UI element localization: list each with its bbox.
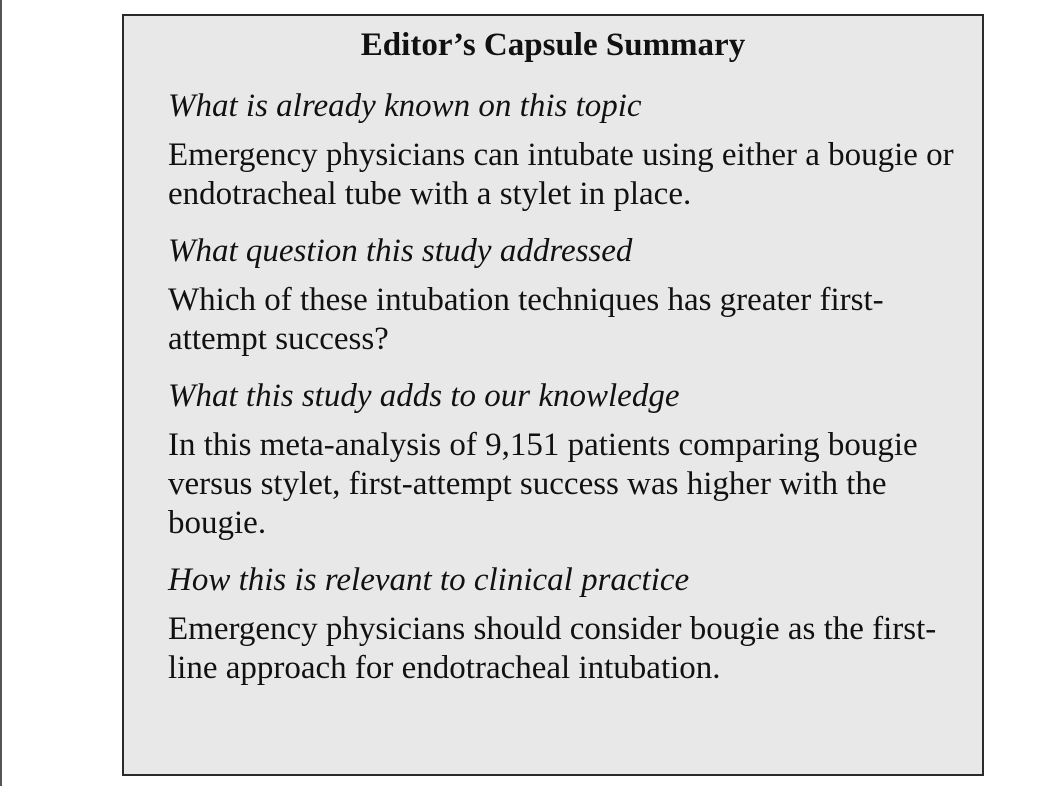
section-body: In this meta-analysis of 9,151 patients comparing bougie versus stylet, first-attempt success was higher with the bougie. — [168, 427, 918, 541]
capsule-title: Editor’s Capsule Summary — [360, 27, 746, 63]
section-relevance — [168, 560, 982, 688]
section-body: Emergency physicians should consider bougie as the first-line approach for endotracheal intubation. — [168, 611, 937, 686]
section-body: Which of these intubation techniques has greater first-attempt success? — [168, 282, 884, 357]
page-edge-rule — [0, 0, 2, 786]
section-known — [168, 86, 982, 214]
section-heading: What question this study addressed — [168, 233, 633, 269]
section-adds — [168, 376, 982, 543]
section-heading: How this is relevant to clinical practice — [168, 562, 690, 598]
capsule-summary-box — [122, 14, 984, 776]
section-body: Emergency physicians can intubate using either a bougie or endotracheal tube with a stylet in place. — [168, 137, 954, 212]
section-question — [168, 231, 982, 359]
section-heading: What is already known on this topic — [168, 88, 642, 124]
section-heading: What this study adds to our knowledge — [168, 378, 680, 414]
